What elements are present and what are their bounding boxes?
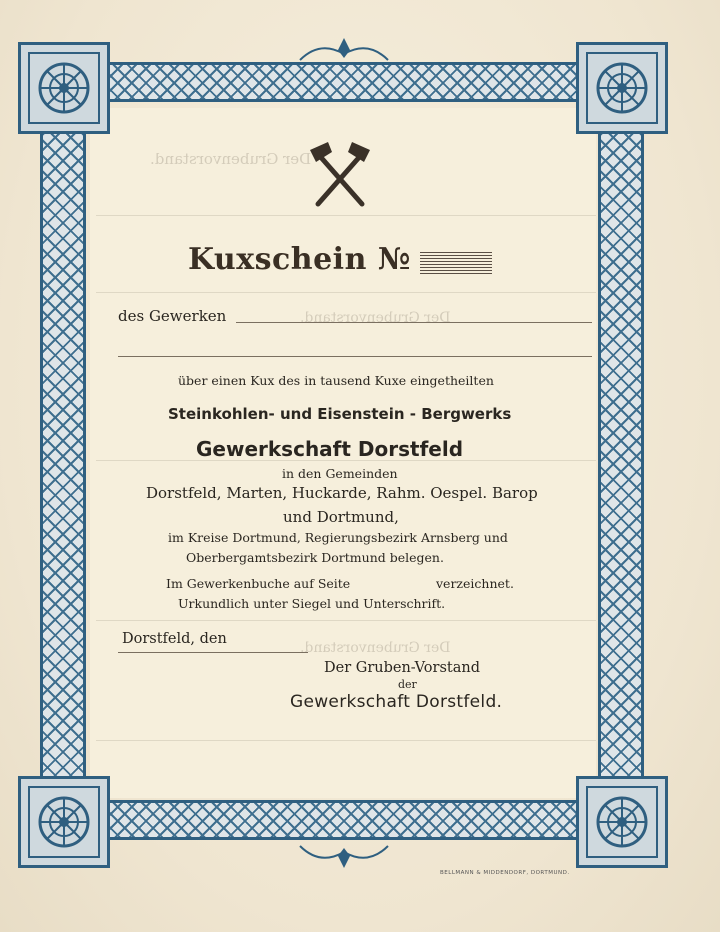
bleed-through-text: Der Grubenvorstand. — [150, 150, 312, 168]
oberbergamt-text: Oberbergamtsbezirk Dortmund belegen. — [186, 550, 444, 565]
gewerkschaft-heading: Gewerkschaft Dorstfeld — [196, 437, 464, 461]
border-bottom — [104, 800, 584, 840]
der-label: der — [398, 678, 417, 691]
bleed-through-text: Der Grubenvorstand. — [300, 640, 451, 656]
dortmund-text: und Dortmund, — [283, 508, 399, 526]
date-line — [118, 652, 308, 653]
border-left — [40, 130, 86, 780]
intro-text: über einen Kux des in tausend Kuxe eingetheilten — [178, 373, 494, 388]
urkundlich-text: Urkundlich unter Siegel und Unterschrift. — [178, 596, 446, 611]
top-ornament-icon — [296, 36, 392, 64]
ghost-line — [96, 215, 596, 216]
vorstand-label: Der Gruben-Vorstand — [324, 660, 480, 676]
crossed-hammers-icon — [308, 140, 372, 210]
place-date-label: Dorstfeld, den — [122, 631, 227, 647]
ghost-line — [96, 292, 596, 293]
bleed-through-text: Der Grubenvorstand. — [300, 310, 451, 326]
gewerken-label: des Gewerken — [118, 307, 227, 325]
name-line — [118, 356, 592, 357]
certificate-title: Kuxschein № — [188, 242, 411, 277]
name-line — [236, 322, 592, 323]
border-top — [104, 62, 584, 102]
ghost-line — [96, 620, 596, 621]
kreise-text: im Kreise Dortmund, Regierungsbezirk Arnsberg und — [168, 530, 508, 545]
rosette-icon — [576, 42, 668, 134]
number-field — [420, 250, 492, 274]
orte-text: Dorstfeld, Marten, Huckarde, Rahm. Oespel. Barop — [146, 484, 538, 502]
border-right — [598, 130, 644, 780]
ghost-line — [96, 740, 596, 741]
rosette-icon — [576, 776, 668, 868]
verzeichnet-text: verzeichnet. — [436, 576, 514, 591]
signature-company: Gewerkschaft Dorstfeld. — [290, 692, 503, 712]
bottom-ornament-icon — [296, 842, 392, 870]
gemeinden-text: in den Gemeinden — [282, 466, 398, 481]
bergwerk-heading: Steinkohlen- und Eisenstein - Bergwerks — [168, 405, 512, 423]
rosette-icon — [18, 776, 110, 868]
printer-imprint: BELLMANN & MIDDENDORF, DORTMUND. — [440, 870, 570, 876]
rosette-icon — [18, 42, 110, 134]
gewerkenbuch-text: Im Gewerkenbuche auf Seite — [166, 576, 351, 591]
